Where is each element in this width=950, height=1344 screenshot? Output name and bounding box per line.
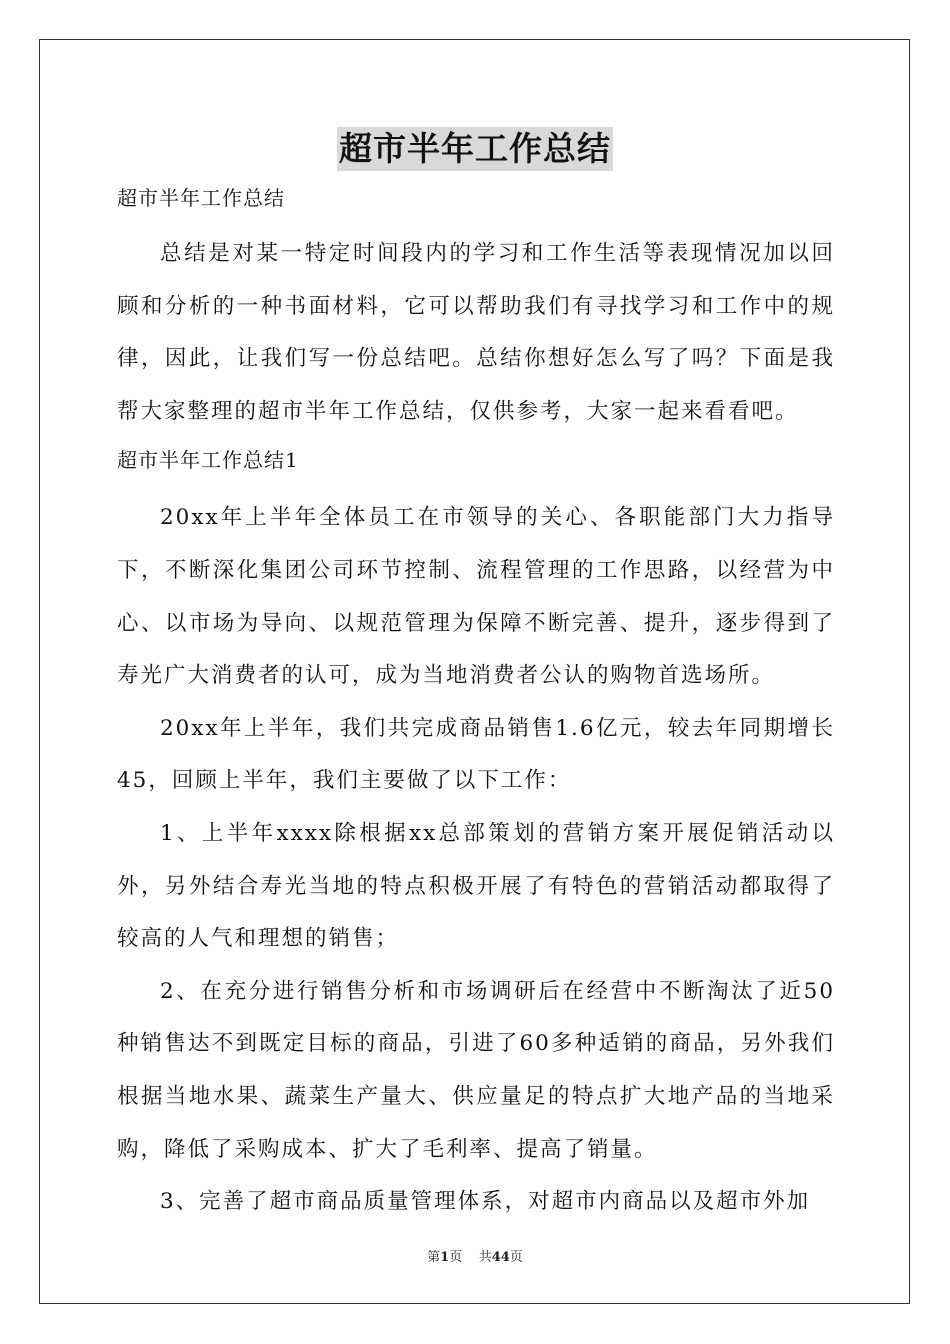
title-container <box>0 127 950 171</box>
document-subtitle: 超市半年工作总结 <box>117 186 285 210</box>
body-paragraph: 20xx年上半年，我们共完成商品销售1.6亿元，较去年同期增长45，回顾上半年，我们主要做了以下工作： <box>117 715 835 794</box>
section-heading: 超市半年工作总结1 <box>117 448 299 473</box>
intro-paragraph: 总结是对某一特定时间段内的学习和工作生活等表现情况加以回顾和分析的一种书面材料，它可以帮助我们有寻找学习和工作中的规律，因此，让我们写一份总结吧。总结你想好怎么写了吗？下面是我帮大家整理的超市半年工作总结，仅供参考，大家一起来看看吧。 <box>117 241 835 424</box>
footer-mid: 页 共 <box>449 1250 492 1265</box>
footer-total-pages: 44 <box>491 1250 510 1265</box>
document-body <box>117 178 835 1229</box>
footer-page-number: 1 <box>440 1250 450 1265</box>
page-footer <box>0 1246 950 1265</box>
body-paragraph: 3、完善了超市商品质量管理体系，对超市内商品以及超市外加 <box>160 1189 811 1215</box>
body-paragraph: 2、在充分进行销售分析和市场调研后在经营中不断淘汰了近50种销售达不到既定目标的商品，引进了60多种适销的商品，另外我们根据当地水果、蔬菜生产量大、供应量足的特点扩大地产品的当地采购，降低了采购成本、扩大了毛利率、提高了销量。 <box>117 978 835 1162</box>
body-paragraph: 20xx年上半年全体员工在市领导的关心、各职能部门大力指导下，不断深化集团公司环节控制、流程管理的工作思路，以经营为中心、以市场为导向、以规范管理为保障不断完善、提升，逐步得到了寿光广大消费者的认可，成为当地消费者公认的购物首选场所。 <box>117 505 835 689</box>
footer-suffix: 页 <box>509 1250 523 1265</box>
footer-prefix: 第 <box>427 1250 441 1265</box>
document-title: 超市半年工作总结 <box>337 127 613 171</box>
body-paragraph: 1、上半年xxxx除根据xx总部策划的营销方案开展促销活动以外，另外结合寿光当地的特点积极开展了有特色的营销活动都取得了较高的人气和理想的销售； <box>117 820 835 952</box>
